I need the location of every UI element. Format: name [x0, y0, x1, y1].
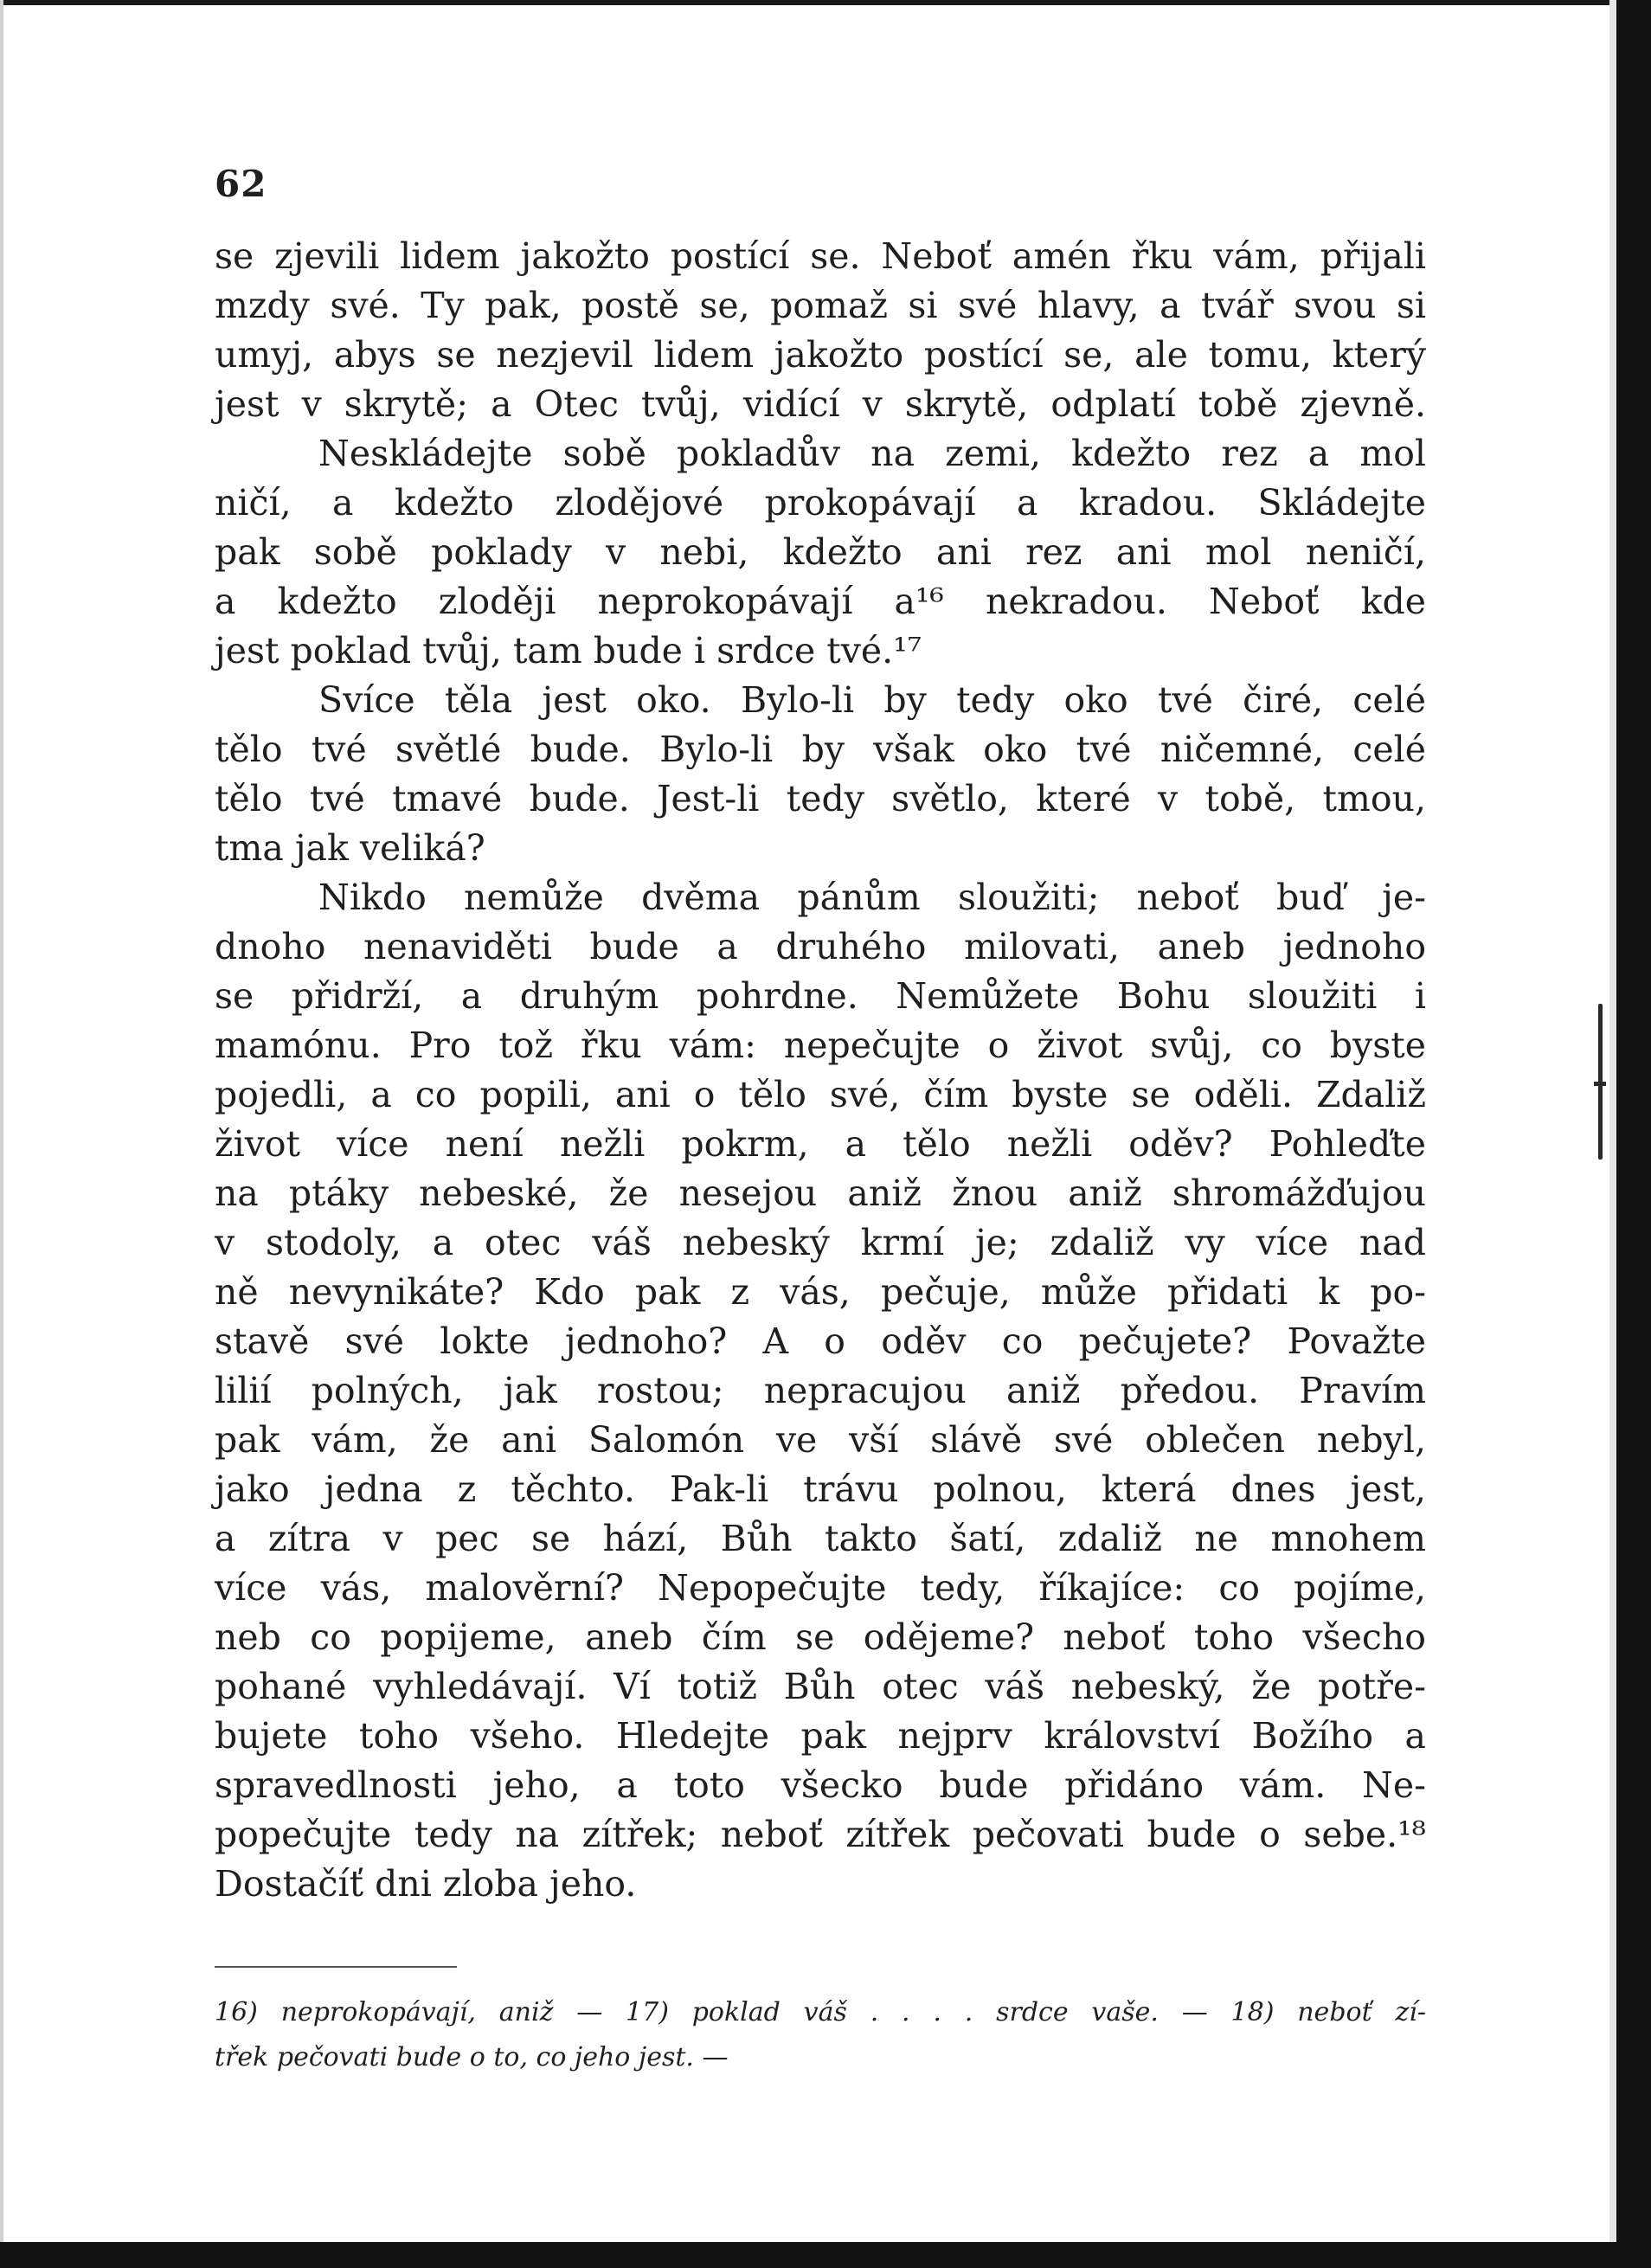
body-text: [215, 232, 1426, 1909]
text-line: bujete toho všeho. Hledejte pak nejprv království Božího a: [215, 1715, 1426, 1757]
scan-border-top: [0, 0, 1651, 5]
text-line: dnoho nenaviděti bude a druhého milovati, aneb jednoho: [215, 926, 1426, 967]
text-line: ně nevynikáte? Kdo pak z vás, pečuje, může přidati k po-: [215, 1271, 1426, 1313]
text-line: a zítra v pec se hází, Bůh takto šatí, zdaliž ne mnohem: [215, 1518, 1426, 1559]
footnotes: [215, 1990, 1426, 2080]
text-line: neb co popijeme, aneb čím se oděјeme? neboť toho všecho: [215, 1616, 1426, 1658]
scan-border-left: [0, 0, 3, 2268]
text-line: spravedlnosti jeho, a toto všecko bude přidáno vám. Ne-: [215, 1764, 1426, 1806]
text-line: umyj, abys se nezjevil lidem jakožto postící se, ale tomu, který: [215, 334, 1426, 376]
text-line: Neskládejte sobě pokladův na zemi, kdežto rez a mol: [318, 433, 1426, 474]
page-number: 62: [215, 163, 267, 205]
text-line: popečujte tedy na zítřek; neboť zítřek pečovati bude o sebe.¹⁸: [215, 1814, 1426, 1855]
text-line: Svíce těla jest oko. Bylo-li by tedy oko tvé čiré, celé: [318, 679, 1426, 721]
text-line: mzdy své. Ty pak, postě se, pomaž si své hlavy, a tvář svou si: [215, 285, 1426, 326]
text-line: pak sobě poklady v nebi, kdežto ani rez ani mol neničí,: [215, 531, 1426, 573]
text-line: se přidrží, a druhým pohrdne. Nemůžete Bohu sloužiti i: [215, 975, 1426, 1017]
text-line: stavě své lokte jednoho? A o oděv co pečujete? Považte: [215, 1320, 1426, 1362]
text-line: tma jak veliká?: [215, 827, 485, 869]
scan-border-bottom: [0, 2242, 1651, 2268]
text-line: jest v skrytě; a Otec tvůj, vidící v skrytě, odplatí tobě zjevně.: [215, 383, 1426, 425]
text-line: lilií polných, jak rostou; nepracujou aniž předou. Pravím: [215, 1370, 1426, 1411]
scan-border-right: [1616, 0, 1651, 2268]
text-line: v stodoly, a otec váš nebeský krmí je; zdaliž vy více nad: [215, 1222, 1426, 1263]
scan-border-right-inner: [1609, 0, 1616, 2268]
text-line: tělo tvé tmavé bude. Jest-li tedy světlo, které v tobě, tmou,: [215, 778, 1426, 819]
footnote-line: třek pečovati bude o to, co jeho jest. —: [215, 2042, 729, 2072]
text-line: se zjevili lidem jakožto postící se. Neboť amén řku vám, přijali: [215, 235, 1426, 277]
text-line: mamónu. Pro tož řku vám: nepečujte o život svůj, co byste: [215, 1025, 1426, 1066]
text-line: pojedli, a co popili, ani o tělo své, čím byste se oděli. Zdaliž: [215, 1074, 1426, 1115]
text-line: na ptáky nebeské, že nesejou aniž žnou aniž shromážďujou: [215, 1173, 1426, 1214]
footnote-line: 16) neprokopávají, aniž — 17) poklad váš . . . . srdce vaše. — 18) neboť zí-: [215, 1997, 1426, 2027]
text-line: více vás, malověrní? Nepopečujte tedy, říkajíce: co pojíme,: [215, 1567, 1426, 1609]
text-line: život více není nežli pokrm, a tělo nežli oděv? Pohleďte: [215, 1123, 1426, 1165]
text-line: jako jedna z těchto. Pak-li trávu polnou, která dnes jest,: [215, 1468, 1426, 1510]
text-line: ničí, a kdežto zlodějové prokopávají a kradou. Skládejte: [215, 482, 1426, 524]
text-line: Nikdo nemůže dvěma pánům sloužiti; neboť buď je-: [318, 877, 1426, 918]
text-line: pak vám, že ani Salomón ve vší slávě své oblečen nebyl,: [215, 1419, 1426, 1461]
text-line: tělo tvé světlé bude. Bylo-li by však oko tvé ničemné, celé: [215, 729, 1426, 770]
text-line: a kdežto zloději neprokopávají a¹⁶ nekradou. Neboť kde: [215, 581, 1426, 622]
text-line: pohané vyhledávají. Ví totiž Bůh otec váš nebeský, že potře-: [215, 1666, 1426, 1707]
text-line: Dostačíť dni zloba jeho.: [215, 1863, 637, 1905]
footnote-divider: [215, 1966, 457, 1968]
text-line: jest poklad tvůj, tam bude i srdce tvé.¹⁷: [215, 630, 922, 671]
binding-mark-tick: [1594, 1082, 1606, 1086]
